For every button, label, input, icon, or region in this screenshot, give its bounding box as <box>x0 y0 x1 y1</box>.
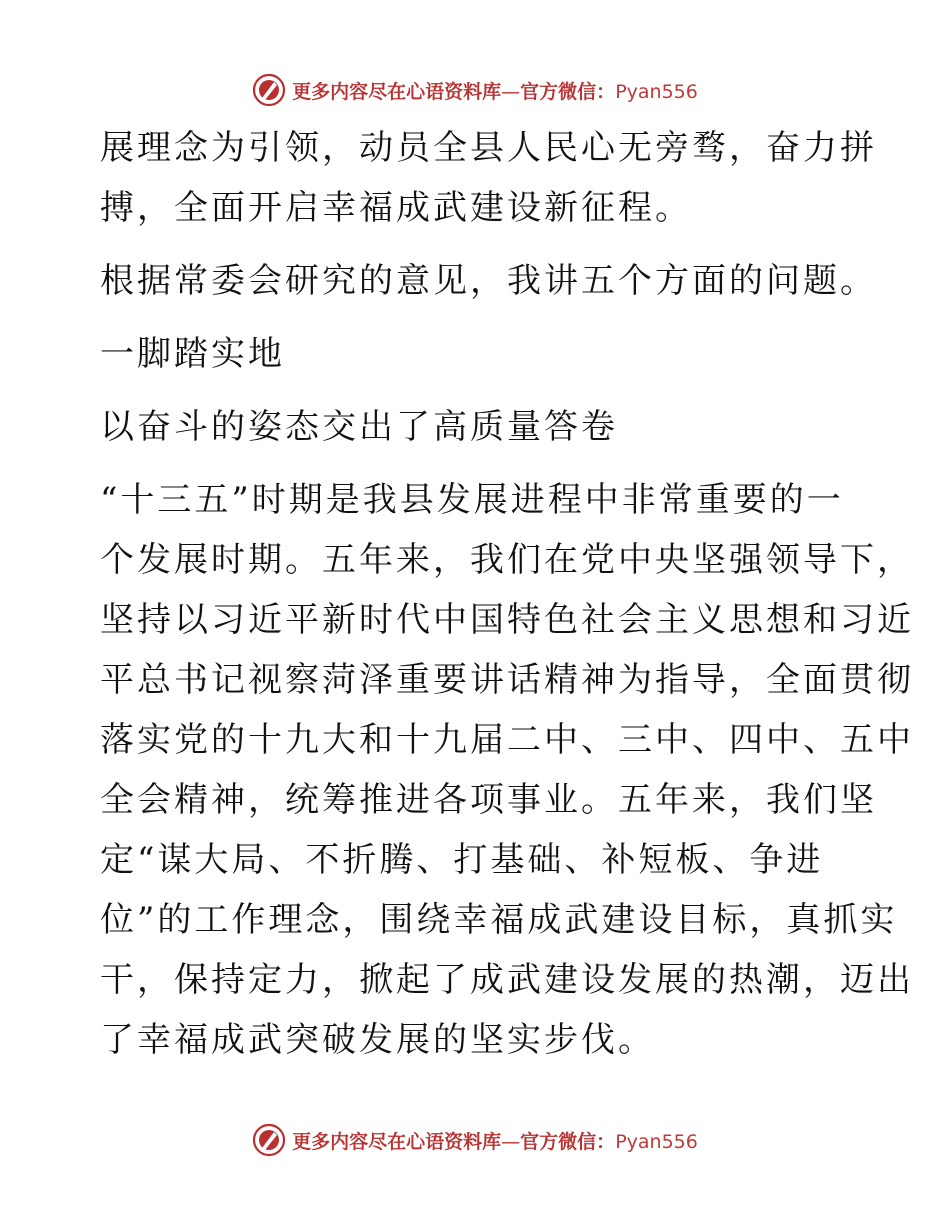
watermark-title: 更多内容尽在心语资料库 <box>292 80 502 103</box>
text-line: 根据常委会研究的意见，我讲五个方面的问题。 <box>100 261 877 301</box>
text-line: 了幸福成武突破发展的坚实步伐。 <box>100 1020 655 1060</box>
watermark-dash: — <box>501 80 521 103</box>
text-line: 落实党的十九大和十九届二中、三中、四中、五中 <box>100 720 914 760</box>
text-line: 位”的工作理念，围绕幸福成武建设目标，真抓实 <box>100 900 898 940</box>
document-body <box>100 118 914 1070</box>
text-line: 搏，全面开启幸福成武建设新征程。 <box>100 188 692 228</box>
section-subheading: 以奋斗的姿态交出了高质量答卷 <box>100 407 618 447</box>
text-line: “十三五”时期是我县发展进程中非常重要的一 <box>100 480 844 520</box>
text-line: 干，保持定力，掀起了成武建设发展的热潮，迈出 <box>100 960 914 1000</box>
watermark-label: 官方微信： <box>520 80 616 103</box>
header-watermark <box>0 70 950 110</box>
text-line: 坚持以习近平新时代中国特色社会主义思想和习近 <box>100 600 914 640</box>
pen-logo-icon <box>252 73 286 107</box>
footer-watermark <box>0 1120 950 1160</box>
watermark-wechat-id: Pyan556 <box>615 1130 698 1153</box>
text-line: 定“谋大局、不折腾、打基础、补短板、争进 <box>100 840 824 880</box>
watermark-text <box>292 1127 698 1154</box>
section-heading: 一脚踏实地 <box>100 334 285 374</box>
text-line: 平总书记视察菏泽重要讲话精神为指导，全面贯彻 <box>100 660 914 700</box>
text-line: 个发展时期。五年来，我们在党中央坚强领导下， <box>100 540 914 580</box>
watermark-label: 官方微信： <box>520 1130 616 1153</box>
text-line: 全会精神，统筹推进各项事业。五年来，我们坚 <box>100 780 877 820</box>
watermark-dash: — <box>501 1130 521 1153</box>
pen-logo-icon <box>252 1123 286 1157</box>
watermark-title: 更多内容尽在心语资料库 <box>292 1130 502 1153</box>
watermark-text <box>292 77 698 104</box>
text-line: 展理念为引领，动员全县人民心无旁骛，奋力拼 <box>100 128 877 168</box>
watermark-wechat-id: Pyan556 <box>615 80 698 103</box>
